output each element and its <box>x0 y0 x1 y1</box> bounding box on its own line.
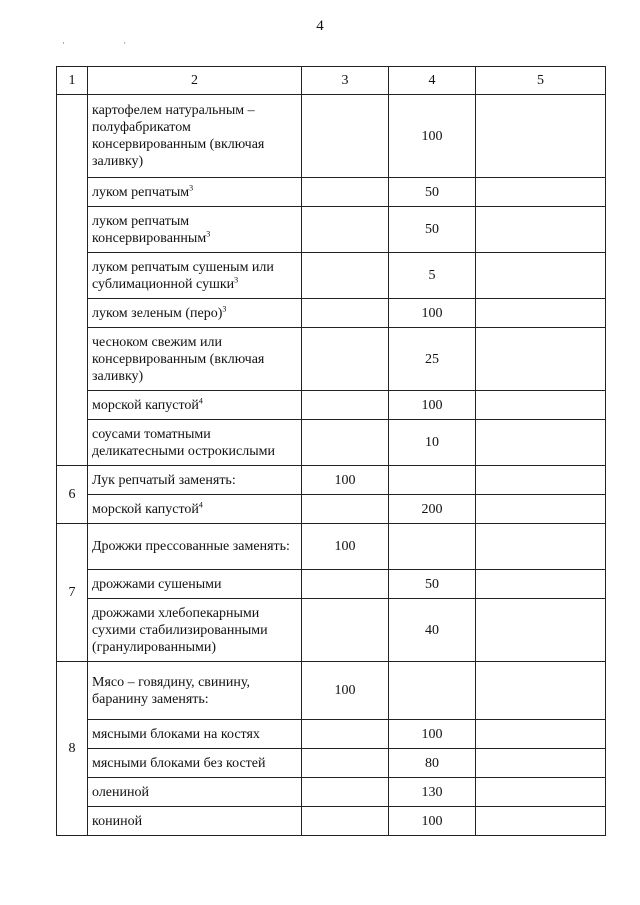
value-cell-4: 50 <box>389 207 476 253</box>
value-cell-3: 100 <box>302 524 389 570</box>
product-name: дрожжами хлебопекарными сухими стабилизированными (гранулированными) <box>92 605 268 655</box>
product-name: луком зеленым (перо) <box>92 305 223 321</box>
product-cell <box>88 778 302 807</box>
product-cell <box>88 299 302 328</box>
value-cell-3 <box>302 328 389 391</box>
table-row <box>57 207 606 253</box>
table-row <box>57 524 606 570</box>
value-cell-5 <box>476 95 606 178</box>
product-name: Лук репчатый заменять: <box>92 472 236 488</box>
value-cell-4 <box>389 466 476 495</box>
header-cell-5: 5 <box>476 67 606 95</box>
scan-specks: · · <box>62 38 155 48</box>
value-cell-4: 80 <box>389 749 476 778</box>
product-cell <box>88 178 302 207</box>
value-cell-5 <box>476 524 606 570</box>
value-cell-5 <box>476 495 606 524</box>
header-cell-1: 1 <box>57 67 88 95</box>
product-name: луком репчатым консервированным <box>92 213 207 246</box>
table-row <box>57 662 606 720</box>
table-row <box>57 466 606 495</box>
value-cell-5 <box>476 207 606 253</box>
value-cell-3 <box>302 178 389 207</box>
value-cell-3 <box>302 495 389 524</box>
value-cell-4: 100 <box>389 95 476 178</box>
product-cell <box>88 495 302 524</box>
substitution-table <box>56 66 606 836</box>
product-name: кониной <box>92 813 143 829</box>
value-cell-3 <box>302 599 389 662</box>
product-cell <box>88 599 302 662</box>
value-cell-3 <box>302 391 389 420</box>
value-cell-5 <box>476 570 606 599</box>
table-row <box>57 570 606 599</box>
product-name: мясными блоками без костей <box>92 755 266 771</box>
value-cell-5 <box>476 178 606 207</box>
product-name: чесноком свежим или консервированным (включая заливку) <box>92 334 265 384</box>
value-cell-3 <box>302 207 389 253</box>
value-cell-3 <box>302 570 389 599</box>
product-cell <box>88 662 302 720</box>
product-cell <box>88 95 302 178</box>
footnote-marker: 3 <box>222 303 227 313</box>
table-row <box>57 599 606 662</box>
group-number-cell: 6 <box>57 466 88 524</box>
value-cell-4: 130 <box>389 778 476 807</box>
footnote-marker: 3 <box>189 182 194 192</box>
product-name: дрожжами сушеными <box>92 576 222 592</box>
product-cell <box>88 391 302 420</box>
table-row <box>57 778 606 807</box>
product-cell <box>88 570 302 599</box>
value-cell-5 <box>476 299 606 328</box>
product-name: олениной <box>92 784 149 800</box>
header-cell-2: 2 <box>88 67 302 95</box>
header-row <box>57 67 606 95</box>
table-row <box>57 299 606 328</box>
value-cell-4: 25 <box>389 328 476 391</box>
footnote-marker: 3 <box>206 228 211 238</box>
product-cell <box>88 720 302 749</box>
value-cell-4: 40 <box>389 599 476 662</box>
footnote-marker: 4 <box>198 395 203 405</box>
product-name: картофелем натуральным – полуфабрикатом консервированным (включая заливку) <box>92 103 265 169</box>
value-cell-4: 100 <box>389 391 476 420</box>
table-row <box>57 807 606 836</box>
product-cell <box>88 807 302 836</box>
product-name: мясными блоками на костях <box>92 726 260 742</box>
product-name: луком репчатым <box>92 184 190 200</box>
value-cell-5 <box>476 420 606 466</box>
footnote-marker: 4 <box>198 499 203 509</box>
header-cell-4: 4 <box>389 67 476 95</box>
value-cell-3: 100 <box>302 466 389 495</box>
value-cell-4 <box>389 662 476 720</box>
value-cell-3 <box>302 720 389 749</box>
product-cell <box>88 466 302 495</box>
product-name: луком репчатым сушеным или сублимационной сушки <box>92 259 274 292</box>
value-cell-5 <box>476 720 606 749</box>
value-cell-5 <box>476 662 606 720</box>
value-cell-3 <box>302 420 389 466</box>
product-name: морской капустой <box>92 501 199 517</box>
value-cell-5 <box>476 328 606 391</box>
value-cell-3 <box>302 807 389 836</box>
value-cell-4 <box>389 524 476 570</box>
value-cell-4: 100 <box>389 299 476 328</box>
product-cell <box>88 749 302 778</box>
value-cell-4: 50 <box>389 570 476 599</box>
table-row <box>57 328 606 391</box>
value-cell-3 <box>302 253 389 299</box>
group-number-cell: 8 <box>57 662 88 836</box>
value-cell-5 <box>476 749 606 778</box>
product-name: соусами томатными деликатесными острокислыми <box>92 426 276 459</box>
table-row <box>57 495 606 524</box>
page-number: 4 <box>316 18 324 34</box>
value-cell-3 <box>302 749 389 778</box>
product-cell <box>88 207 302 253</box>
value-cell-5 <box>476 391 606 420</box>
product-cell <box>88 328 302 391</box>
header-cell-3: 3 <box>302 67 389 95</box>
value-cell-4: 5 <box>389 253 476 299</box>
value-cell-4: 10 <box>389 420 476 466</box>
value-cell-4: 100 <box>389 807 476 836</box>
value-cell-5 <box>476 599 606 662</box>
table-row <box>57 178 606 207</box>
value-cell-5 <box>476 253 606 299</box>
value-cell-4: 50 <box>389 178 476 207</box>
table-row <box>57 420 606 466</box>
value-cell-3 <box>302 95 389 178</box>
product-cell <box>88 420 302 466</box>
table-row <box>57 391 606 420</box>
value-cell-5 <box>476 807 606 836</box>
product-name: Дрожжи прессованные заменять: <box>92 539 290 554</box>
group-number-cell <box>57 95 88 466</box>
value-cell-5 <box>476 778 606 807</box>
product-name: Мясо – говядину, свинину, баранину заменять: <box>92 674 250 707</box>
value-cell-5 <box>476 466 606 495</box>
value-cell-4: 100 <box>389 720 476 749</box>
product-cell <box>88 253 302 299</box>
product-name: морской капустой <box>92 397 199 413</box>
value-cell-3 <box>302 299 389 328</box>
table-row <box>57 749 606 778</box>
product-cell <box>88 524 302 570</box>
value-cell-3: 100 <box>302 662 389 720</box>
table-row <box>57 720 606 749</box>
table-row <box>57 95 606 178</box>
value-cell-3 <box>302 778 389 807</box>
value-cell-4: 200 <box>389 495 476 524</box>
footnote-marker: 3 <box>234 274 239 284</box>
table-row <box>57 253 606 299</box>
group-number-cell: 7 <box>57 524 88 662</box>
